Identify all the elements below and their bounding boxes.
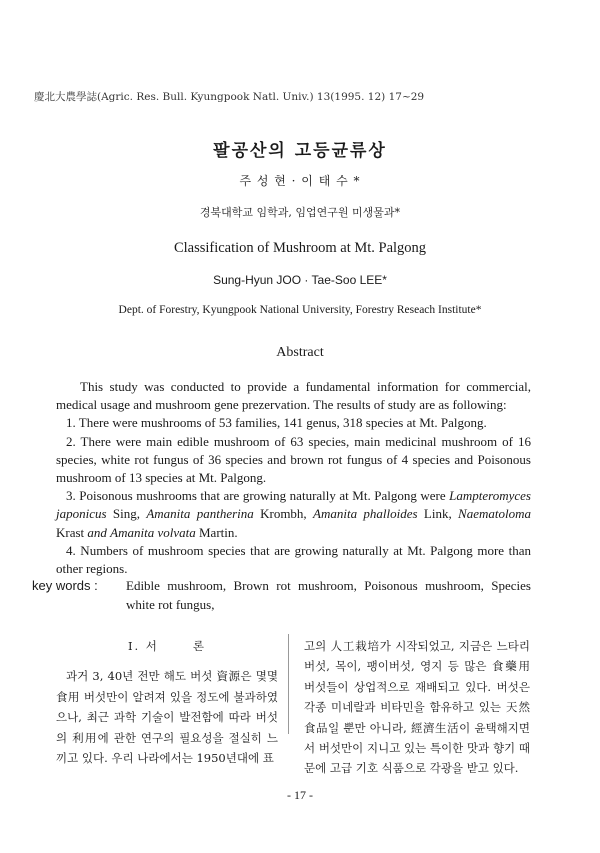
abstract-intro: This study was conducted to provide a fundamental information for commercial, medical usage and mushroom gene prezervation. The results of study are as following: [56,379,531,413]
species-name: Amanita phalloides [313,506,418,522]
keywords-text: Edible mushroom, Brown rot mushroom, Poisonous mushroom, Species white rot fungus, [126,578,531,612]
affiliation-english: Dept. of Forestry, Kyungpook National University, Forestry Reseach Institute* [118,304,482,316]
page-number: - 17 - [287,788,313,802]
authority: Martin. [195,524,238,540]
item3-text: 3. Poisonous mushrooms that are growing naturally at Mt. Palgong were [66,488,450,504]
column-divider [288,634,289,734]
species-name: Lampteromyces japonicus [56,488,531,522]
abstract-body [56,378,531,578]
paper-title-korean: 팔공산의 고등균류상 [213,141,387,161]
body-column-left [56,636,278,768]
species-name: Naematoloma [458,506,531,522]
authority: Krombh, [253,506,314,522]
abstract-item-4: 4. Numbers of mushroom species that are growing naturally at Mt. Palgong more than other regions. [56,542,531,577]
body-paragraph: 고의 人工栽培가 시작되었고, 지금은 느타리 버섯, 목이, 팽이버섯, 영지 등 많은 食藥用 버섯들이 상업적으로 재배되고 있다. 버섯은 각종 미네랄과 비타민을 함유하고 있는 天然食品일 뿐만 아니라, 經濟生活이 윤택해지면서 버섯만이 지니고 있는 특이한 맛과 향기 때문에 고급 기호 식품으로 각광을 받고 있다. [304,639,530,776]
section-heading [56,636,278,656]
authority: Sing, [106,506,147,522]
body-column-right [304,636,530,779]
body-paragraph: 과거 3, 40년 전만 해도 버섯 資源은 몇몇 食用 버섯만이 알려져 있을 정도에 불과하였으나, 최근 과학 기술이 발전함에 따라 버섯의 利用에 관한 연구의 필요성을 절실히 느끼고 있다. 우리 나라에서는 1950년대에 표 [56,669,278,766]
authors-english: Sung-Hyun JOO · Tae-Soo LEE* [213,273,387,287]
conjunction: and [87,524,107,540]
abstract-item-2: 2. There were main edible mushroom of 63 species, main medicinal mushroom of 16 species, white rot fungus of 36 species and brown rot fungus of 4 species and Poisonous mushroom of 13 species at Mt. Palgong. [56,433,531,486]
abstract-item-3 [56,487,531,542]
abstract-item-1: 1. There were mushrooms of 53 families, 141 genus, 318 species at Mt. Palgong. [66,415,487,431]
species-name: Amanita volvata [110,524,196,540]
journal-citation: 慶北大農學誌(Agric. Res. Bull. Kyungpook Natl. Univ.) 13(1995. 12) 17~29 [34,91,425,103]
authority: Krast [56,524,88,540]
species-name: Amanita pantherina [146,506,254,522]
paper-title-english: Classification of Mushroom at Mt. Palgong [173,240,427,256]
section-number: Ⅰ. 서 [127,639,159,653]
keywords-label: key words : [32,578,98,593]
affiliation-korean: 경북대학교 임학과, 임업연구원 미생물과* [199,206,401,219]
abstract-heading: Abstract [276,345,324,360]
section-title: 론 [192,639,207,653]
authors-korean: 주 성 현 · 이 태 수 * [239,174,361,188]
authority: Link, [417,506,459,522]
